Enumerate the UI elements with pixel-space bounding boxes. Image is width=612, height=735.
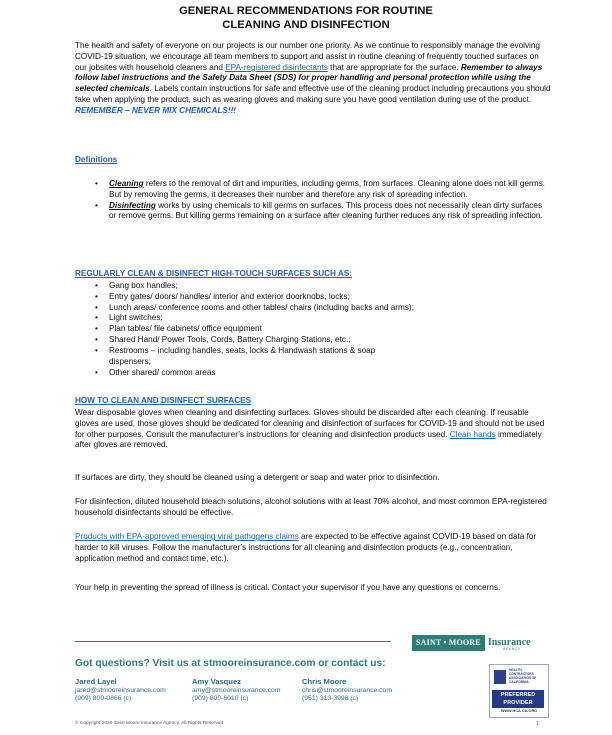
definition-item [75,179,551,201]
how-to-heading-text[interactable]: HOW TO CLEAN AND DISINFECT SURFACES [75,396,252,405]
hca-logo-icon [494,670,506,684]
contact-email[interactable]: jared@stmooreinsurance.com [75,686,166,694]
list-item: • Other shared/ common areas [75,368,551,379]
contact-name: Jared Layel [75,677,117,686]
preferred-provider-label [492,690,544,708]
epa-products-link[interactable]: Products with EPA-approved emerging viral pathogens claims [75,532,299,541]
disinfection-paragraph: For disinfection, diluted household bleach solutions, alcohol solutions with at least 70% alcohol, and most common EPA-registered household disinfectants should be effective. [75,497,547,517]
definition-term: Disinfecting [109,200,156,210]
intro-text-3: . Labels contain instructions for safe and effective use of the cleaning product including precautions you should take when applying the product, such as wearing gloves and making sure you have good ventilation during use of the product. [75,84,551,105]
intro-text-2: that are appropriate for the surface. [327,62,461,72]
contact-card [192,678,281,703]
clean-hands-link[interactable]: Clean hands [449,429,496,439]
epa-products-paragraph [75,532,551,564]
logo-insurance: Insurance [487,637,531,648]
contact-card [75,678,166,703]
list-item: • Light switches; [75,313,551,324]
badge-org-name [509,669,536,684]
definition-item [75,201,551,223]
contact-phone: (909) 800-6010 (c) [192,694,249,702]
list-item: • Restrooms – including handles, seats, locks & Handwash stations & soap dispensers; [75,346,551,368]
page-title [0,4,612,32]
gloves-text-end: immediately after gloves are removed. [75,429,542,450]
definition-text: refers to the removal of dirt and impurities, including germs, from surfaces. Cleaning alone does not kill germs. But by removing the germs, it decreases their number and therefore any risk of spreading infection. [109,179,545,199]
badge-line: ASSOCIATION OF [509,676,537,680]
contact-email[interactable]: chris@stmooreinsurance.com [302,686,393,694]
badge-line: CALIFORNIA [509,679,529,684]
title-line-1: GENERAL RECOMMENDATIONS FOR ROUTINE [179,5,433,17]
contact-card [302,678,392,703]
list-item: • Entry gates/ doors/ handles/ interior and exterior doorknobs, locks; [75,292,551,303]
surfaces-heading-text[interactable]: REGULARLY CLEAN & DISINFECT HIGH-TOUCH SURFACES SUCH AS: [75,269,353,278]
dirty-surfaces-paragraph: If surfaces are dirty, they should be cleaned using a detergent or soap and water prior to disinfection. [75,473,440,482]
intro-text-1: The health and safety of everyone on our projects is our number one priority. As we continue to responsibly manage the evolving COVID-19 situation, we encourage all team members to support and assist in routine cleaning of frequently touched surfaces on our jobsites with household cleaners and [75,41,540,72]
definition-term: Cleaning [109,179,144,188]
page-number: 1 [536,721,539,727]
list-item: • Plan tables/ file cabinets/ office equipment [75,324,551,335]
never-mix-warning: REMEMBER – NEVER MIX CHEMICALS!!! [75,105,237,115]
epa-disinfectants-link[interactable]: EPA-registered disinfectants [225,62,328,72]
got-questions-heading: Got questions? Visit us at stmooreinsurance.com or contact us: [75,658,386,669]
list-item: • Gang box handles; [75,281,551,292]
closing-paragraph: Your help in preventing the spread of illness is critical. Contact your supervisor if you have any questions or concerns. [75,583,501,592]
gloves-paragraph [75,408,551,451]
badge-label-2: PROVIDER [503,700,533,706]
definitions-list [75,179,551,222]
how-to-heading [75,396,551,407]
preferred-provider-badge [489,664,549,718]
title-line-2: CLEANING AND DISINFECTION [222,19,390,31]
footer-divider [75,641,391,642]
badge-url: WWW.HCA-CA.ORG [500,709,538,713]
list-item: • Lunch areas/ conference rooms and other tables/ chairs (including backs and arms); [75,303,551,314]
contact-email[interactable]: amy@stmooreinsurance.com [192,686,281,694]
surfaces-heading [75,269,551,280]
logo-main: SAINT • MOORE [412,635,485,652]
gloves-text: Wear disposable gloves when cleaning and disinfecting surfaces. Gloves should be discarded after each cleaning. If reusable gloves are used, those gloves should be dedicated for cleaning and disinfection of surfaces for COVID-19 and should not be used for other purposes. Consult the manufacturer’s instructions for cleaning and disinfection products used. [75,408,545,439]
copyright-notice: © Copyright 2020 Saint Moore Insurance Agency. All Rights Reserved. [75,721,225,726]
contact-phone: (909) 809-0866 (c) [75,694,132,702]
contact-phone: (951) 313-3998 (c) [302,694,359,702]
definitions-heading [75,155,551,166]
surfaces-list [75,281,551,378]
logo-agency: AGENCY [503,647,521,651]
contact-name: Chris Moore [302,677,347,686]
intro-paragraph [75,41,551,117]
definition-text: works by using chemicals to kill germs on surfaces. This process does not necessarily clean dirty surfaces or remove germs. But killing germs remaining on a surface after cleaning further reduces any risk of spreading infection. [109,200,543,221]
contact-name: Amy Vasquez [192,677,241,686]
badge-line: CONTRACTORS [509,672,534,677]
badge-header [494,668,544,686]
badge-label-1: PREFERRED [500,692,536,698]
intro-bold-warning: Remember to always follow label instructions and the Safety Data Sheet (SDS) for proper handling and personal protection while using the selected chemicals [75,62,543,94]
badge-line: HEALTH [509,668,522,673]
list-item: • Shared Hand/ Power Tools, Cords, Battery Charging Stations, etc.; [75,335,551,346]
epa-products-text: are expected to be effective against COVID-19 based on data for harder to kill viruses. Follow the manufacturer’s instructions for all cleaning and disinfection products (e.g., concentration, application method and contact time, etc.). [75,532,537,563]
definitions-heading-text[interactable]: Definitions [75,155,118,164]
